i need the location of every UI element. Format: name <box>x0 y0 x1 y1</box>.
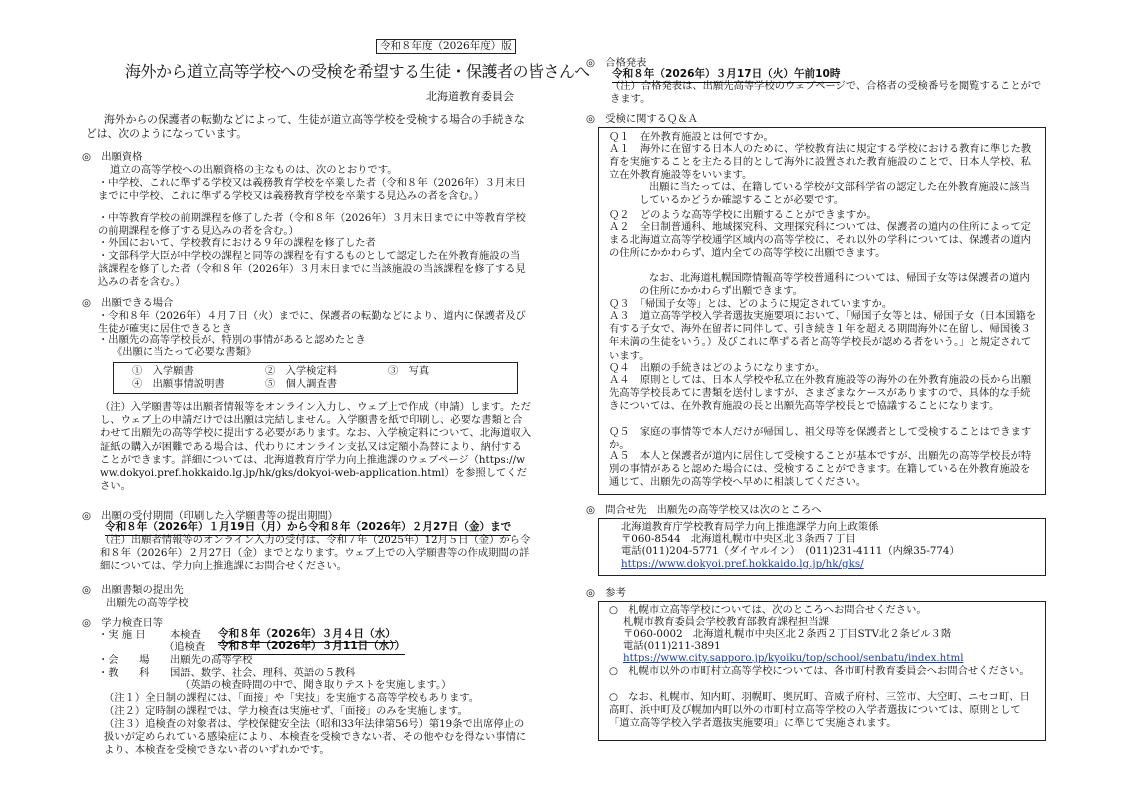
contact-url-link[interactable]: https://www.dokyoi.pref.hokkaido.lg.jp/hk/gks/ <box>621 558 864 570</box>
main-exam-label: 本検査 <box>170 629 201 641</box>
ref-url-link[interactable]: https://www.city.sapporo.jp/kyoiku/top/school/senbatu/index.html <box>623 652 964 664</box>
application-period: 令和８年（2026年）１月19日（月）から令和８年（2026年）２月27日（金）まで <box>105 521 511 536</box>
qa-question: Ｑ２ どのような高等学校に出願することができますか。 <box>609 209 877 221</box>
ref-item: ○ 札幌市立高等学校については、次のところへお問合せください。 <box>609 604 927 616</box>
ref-item-address: 〒060-0002 北海道札幌市中央区北２条西２丁目STV北２条ビル３階 <box>623 628 952 640</box>
section-submit-head: ◎ 出願書類の提出先 <box>82 584 184 596</box>
qa-answer: Ａ５ 本人と保護者が道内に居住して受検することが基本ですが、出願先の高等学校長が特別の事情があると認めた場合には、受検することができます。在籍している在外教育施設を通じて、出願先の高等学校へ早めに相談してください。 <box>609 450 1032 489</box>
section-contact-head: ◎ 問合せ先 出願先の高等学校又は次のところへ <box>586 504 822 516</box>
section-exam-head: ◎ 学力検査日等 <box>82 617 164 629</box>
doc-item: ④ 出願事情説明書 <box>132 378 225 390</box>
section-eligibility-head: ◎ 出願資格 <box>82 151 143 163</box>
exam-note: （注３）追検査の対象者は、学校保健安全法（昭和33年法律第56号）第19条で出席停止の扱いが定められている感染症により、本検査を受検できない者、その他やむを得ない事情により、本検査を受検できない者のいずれかです。 <box>104 718 527 757</box>
eligibility-item: ・中学校、これに準ずる学校又は義務教育学校を卒業した者（令和８年（2026年）３月末日までに中学校、これに準ずる学校又は義務教育学校を卒業する見込みの者を含む。） <box>98 177 526 203</box>
qa-box <box>598 127 1046 495</box>
result-note: （注）合格発表は、出願先高等学校のウェブページで、合格者の受検番号を閲覧することができます。 <box>610 80 1042 106</box>
issuer: 北海道教育委員会 <box>426 90 514 103</box>
section-qa-head: ◎ 受検に関するＱ＆Ａ <box>586 113 698 125</box>
ref-item: ○ なお、札幌市、知内町、羽幌町、奥尻町、音威子府村、三笠市、大空町、ニセコ町、日高町、浜中町及び幌加内町以外の市町村立高等学校の入学者選抜については、原則として「道立高等学校入学者選抜実施要項」に準じて実施されます。 <box>609 691 1030 730</box>
doc-item: ③ 写真 <box>388 365 430 377</box>
reference-box <box>598 601 1046 741</box>
main-exam-date: 令和８年（2026年）３月４日（水） <box>218 628 396 643</box>
doc-item: ① 入学願書 <box>132 365 194 377</box>
required-docs-head: 《出願に当たって必要な書類》 <box>112 346 257 358</box>
section-cases-head: ◎ 出願できる場合 <box>82 297 174 309</box>
ref-item-org: 札幌市教育委員会学校教育部教育課程担当課 <box>623 616 829 628</box>
qa-answer: Ａ３ 道立高等学校入学者選抜実施要項において、「帰国子女等とは、帰国子女（日本国籍を有する子女で、海外在留者に同伴して、引き続き１年を超える期間海外に在留し、帰国後３年未満の生徒をいう。）及びこれに準ずる者と高等学校長が認める者をいう。」と規定されています。 <box>609 310 1037 362</box>
case-item: ・令和８年（2026年）４月７日（火）までに、保護者の転勤などにより、道内に保護者及び生徒が確実に居住できるとき <box>98 310 526 336</box>
eligibility-item: ・外国において、学校教育における９年の課程を修了した者 <box>98 237 376 249</box>
section-result-head: ◎ 合格発表 <box>586 57 647 69</box>
qa-question: Ｑ１ 在外教育施設とは何ですか。 <box>609 131 774 143</box>
section-period-head: ◎ 出願の受付期間（印刷した入学願書等の提出期間） <box>82 510 339 522</box>
contact-address: 〒060-8544 北海道札幌市中央区北３条西７丁目 <box>621 533 856 545</box>
qa-answer: Ａ１ 海外に在留する日本人のために、学校教育法に規定する学校における教育に準じた教育を実施することを主たる目的として海外に設置された教育施設のことで、日本人学校、私立在外教育施設等をいいます。 <box>609 143 1032 182</box>
qa-answer-extra: なお、北海道札幌国際情報高等学校普通科については、帰国子女等は保護者の道内の住所にかかわらず出願できます。 <box>639 272 1030 298</box>
period-note: （注）出願者情報等のオンライン入力の受付は、令和７年（2025年）12月５日（金）から令和８年（2026年）２月27日（金）までとなります。ウェブ上での入学願書等の作成期間の詳細については、学力向上推進課にお問合せください。 <box>100 534 531 573</box>
section-ref-head: ◎ 参考 <box>586 587 626 599</box>
submit-destination: 出願先の高等学校 <box>106 597 189 609</box>
result-date: 令和８年（2026年）３月17日（火）午前10時 <box>612 68 840 83</box>
edition-label: 令和８年度（2026年度）版 <box>376 39 516 54</box>
docs-note: （注）入学願書等は出願者情報等をオンライン入力し、ウェブ上で作成（申請）します。ただし、ウェブ上の申請だけでは出願は完結しません。入学願書を紙で印刷し、必要な書類と合わせて出願先の高等学校に提出する必要があります。なお、入学検定料について、北海道収入証紙の購入が困難である場合は、代わりにオンライン支払又は定額小為替により、納付することができます。詳細については、北海道教育庁学力向上推進課のウェブページ（https://www.dokyoi.pref.hokkaido.lg.jp/hk/gks/dokyoi-web-application.html）を参照してください。 <box>100 401 532 493</box>
qa-question: Ｑ３ 「帰国子女等」とは、どのように規定されていますか。 <box>609 298 893 310</box>
eligibility-lead: 道立の高等学校への出願資格の主なものは、次のとおりです。 <box>110 164 398 176</box>
makeup-exam-date: 令和８年（2026年）３月11日（水）） <box>218 640 405 655</box>
subjects-label: ・教 科 <box>98 667 150 679</box>
qa-answer: Ａ２ 全日制普通科、地域探究科、文理探究科については、保護者の道内の住所によって定まる北海道立高等学校通学区域内の高等学校に、それ以外の学科については、保護者の道内の住所にかかわらず、道内全ての高等学校に出願できます。 <box>609 221 1031 260</box>
page-title: 海外から道立高等学校への受検を希望する生徒・保護者の皆さんへ <box>125 62 590 81</box>
eligibility-item: ・文部科学大臣が中学校の課程と同等の課程を有するものとして認定した在外教育施設の当該課程を修了した者（令和８年（2026年）３月末日までに当該施設の当該課程を修了する見込みの者を含む。） <box>98 250 526 289</box>
qa-question: Ｑ５ 家庭の事情等で本人だけが帰国し、祖父母等を保護者として受検することはできますか。 <box>609 426 1032 452</box>
contact-box <box>598 518 1046 576</box>
exam-note: （注２）定時制の課程では、学力検査は実施せず、「面接」のみを実施します。 <box>104 705 468 717</box>
required-docs-box <box>113 362 518 394</box>
doc-item: ② 入学検定料 <box>265 365 338 377</box>
eligibility-item: ・中等教育学校の前期課程を修了した者（令和８年（2026年）３月末日までに中等教育学校の前期課程を修了する見込みの者を含む。） <box>98 212 526 238</box>
intro-text: 海外からの保護者の転勤などによって、生徒が道立高等学校を受検する場合の手続きなどは、次のようになっています。 <box>86 113 525 140</box>
makeup-exam-label: （追検査 <box>164 641 206 653</box>
subjects-note: （英語の検査時間の中で、聞き取りテストを実施します。） <box>180 679 452 691</box>
ref-item: ○ 札幌市以外の市町村立高等学校については、各市町村教育委員会へお問合せください。 <box>609 665 1030 677</box>
exam-date-label: ・実 施 日 <box>98 629 146 641</box>
exam-note: （注１）全日制の課程には、「面接」や「実技」を実施する高等学校もあります。 <box>104 692 480 704</box>
subjects: 国語、数学、社会、理科、英語の５教科 <box>170 667 356 679</box>
contact-phone: 電話(011)204-5771（ダイヤルイン） (011)231-4111（内線35-774） <box>621 545 960 557</box>
contact-org: 北海道教育庁学校教育局学力向上推進課学力向上政策係 <box>621 521 879 533</box>
venue-label: ・会 場 <box>98 654 150 666</box>
qa-answer-extra: 出願に当たっては、在籍している学校が文部科学省の認定した在外教育施設に該当しているかどうか確認することが必要です。 <box>639 181 1030 207</box>
doc-item: ⑤ 個人調査書 <box>265 378 338 390</box>
qa-question: Ｑ４ 出願の手続きはどのようになりますか。 <box>609 362 826 374</box>
qa-answer: Ａ４ 原則としては、日本人学校や私立在外教育施設等の海外の在外教育施設の長から出願先高等学校長あてに書類を送付しますが、さまざまなケースがありますので、具体的な手続きについては、在外教育施設の長と出願先高等学校長とで協議することになります。 <box>609 374 1032 413</box>
venue: 出願先の高等学校 <box>170 654 253 666</box>
case-item: ・出願先の高等学校長が、特別の事情があると認めたとき <box>98 334 366 346</box>
ref-item-phone: 電話(011)211-3891 <box>623 640 721 652</box>
